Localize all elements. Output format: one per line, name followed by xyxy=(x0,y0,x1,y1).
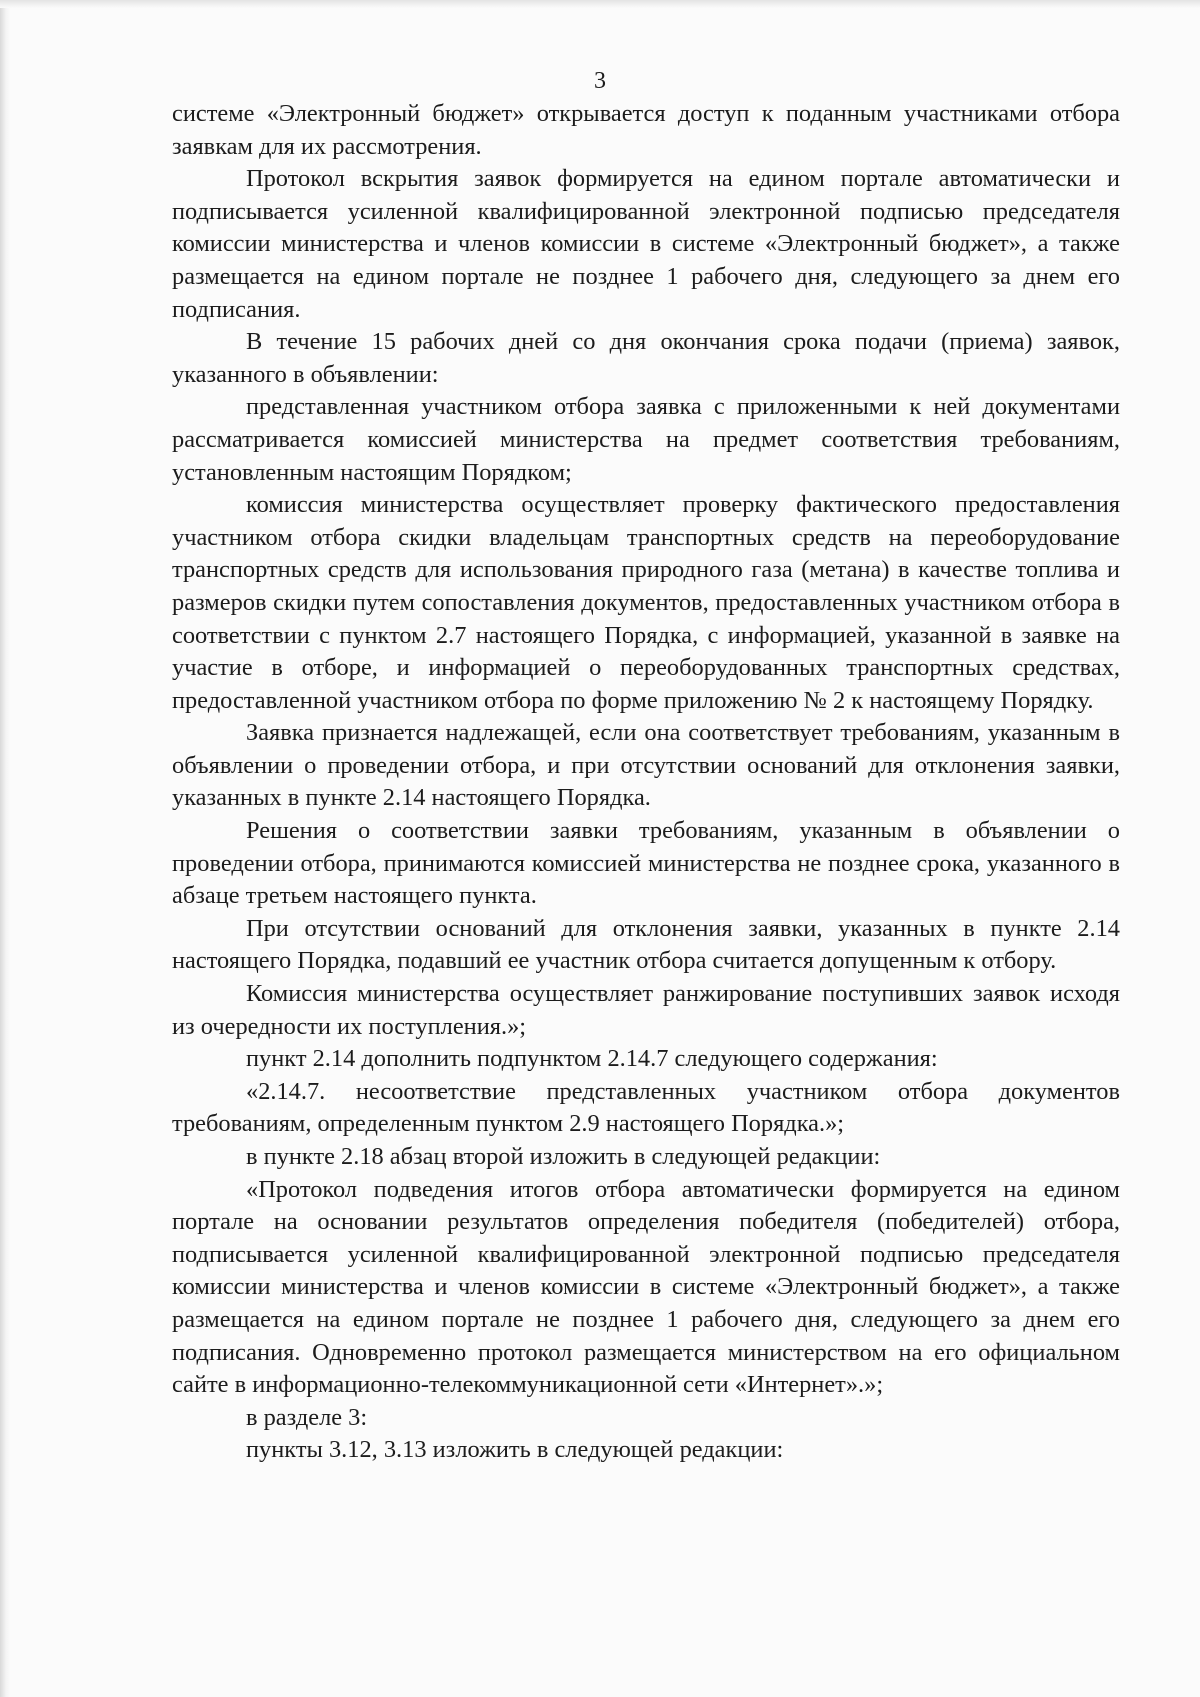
paragraph: «2.14.7. несоответствие представленных участником отбора документов требованиям, определенным пунктом 2.9 настоящего Порядка.»; xyxy=(172,1077,1120,1138)
scan-edge-shadow xyxy=(0,0,10,1697)
document-body xyxy=(172,98,1120,1467)
paragraph: комиссия министерства осуществляет проверку фактического предоставления участником отбора скидки владельцам транспортных средств на переоборудование транспортных средств для использования природного газа (метана) в качестве топлива и размеров скидки путем сопоставления документов, предоставленных участником отбора в соответствии с пунктом 2.7 настоящего Порядка, с информацией, указанной в заявке на участие в отборе, и информацией о переоборудованных транспортных средствах, предоставленной участником отбора по форме приложению № 2 к настоящему Порядку. xyxy=(172,491,1120,714)
paragraph: Протокол вскрытия заявок формируется на едином портале автоматически и подписывается усиленной квалифицированной электронной подписью председателя комиссии министерства и членов комиссии в системе «Электронный бюджет», а также размещается на едином портале не позднее 1 рабочего дня, следующего за днем его подписания. xyxy=(172,165,1120,323)
paragraph: представленная участником отбора заявка с приложенными к ней документами рассматривается комиссией министерства на предмет соответствия требованиям, установленным настоящим Порядком; xyxy=(172,393,1120,486)
paragraph: в пункте 2.18 абзац второй изложить в следующей редакции: xyxy=(246,1143,881,1170)
paragraph: В течение 15 рабочих дней со дня окончания срока подачи (приема) заявок, указанного в объявлении: xyxy=(172,328,1120,388)
paragraph: Заявка признается надлежащей, если она соответствует требованиям, указанным в объявлении о проведении отбора, и при отсутствии оснований для отклонения заявки, указанных в пункте 2.14 настоящего Порядка. xyxy=(172,719,1120,812)
paragraph: пункты 3.12, 3.13 изложить в следующей редакции: xyxy=(246,1436,784,1464)
paragraph: пункт 2.14 дополнить подпунктом 2.14.7 следующего содержания: xyxy=(246,1045,938,1073)
scan-top-shadow xyxy=(0,0,1200,8)
paragraph: Комиссия министерства осуществляет ранжирование поступивших заявок исходя из очередности их поступления.»; xyxy=(172,980,1120,1040)
paragraph: в разделе 3: xyxy=(246,1403,368,1431)
paragraph: системе «Электронный бюджет» открывается доступ к поданным участниками отбора заявкам для их рассмотрения. xyxy=(172,100,1120,160)
paragraph: «Протокол подведения итогов отбора автоматически формируется на едином портале на основании результатов определения победителя (победителей) отбора, подписывается усиленной квалифицированной электронной подписью председателя комиссии министерства и членов комиссии в системе «Электронный бюджет», а также размещается на едином портале не позднее 1 рабочего дня, следующего за днем его подписания. Одновременно протокол размещается министерством на его официальном сайте в информационно-телекоммуникационной сети «Интернет».»; xyxy=(172,1175,1120,1399)
paragraph: Решения о соответствии заявки требованиям, указанным в объявлении о проведении отбора, принимаются комиссией министерства не позднее срока, указанного в абзаце третьем настоящего пункта. xyxy=(172,817,1120,910)
page-number: 3 xyxy=(594,68,606,94)
paragraph: При отсутствии оснований для отклонения заявки, указанных в пункте 2.14 настоящего Порядка, подавший ее участник отбора считается допущенным к отбору. xyxy=(172,914,1120,975)
